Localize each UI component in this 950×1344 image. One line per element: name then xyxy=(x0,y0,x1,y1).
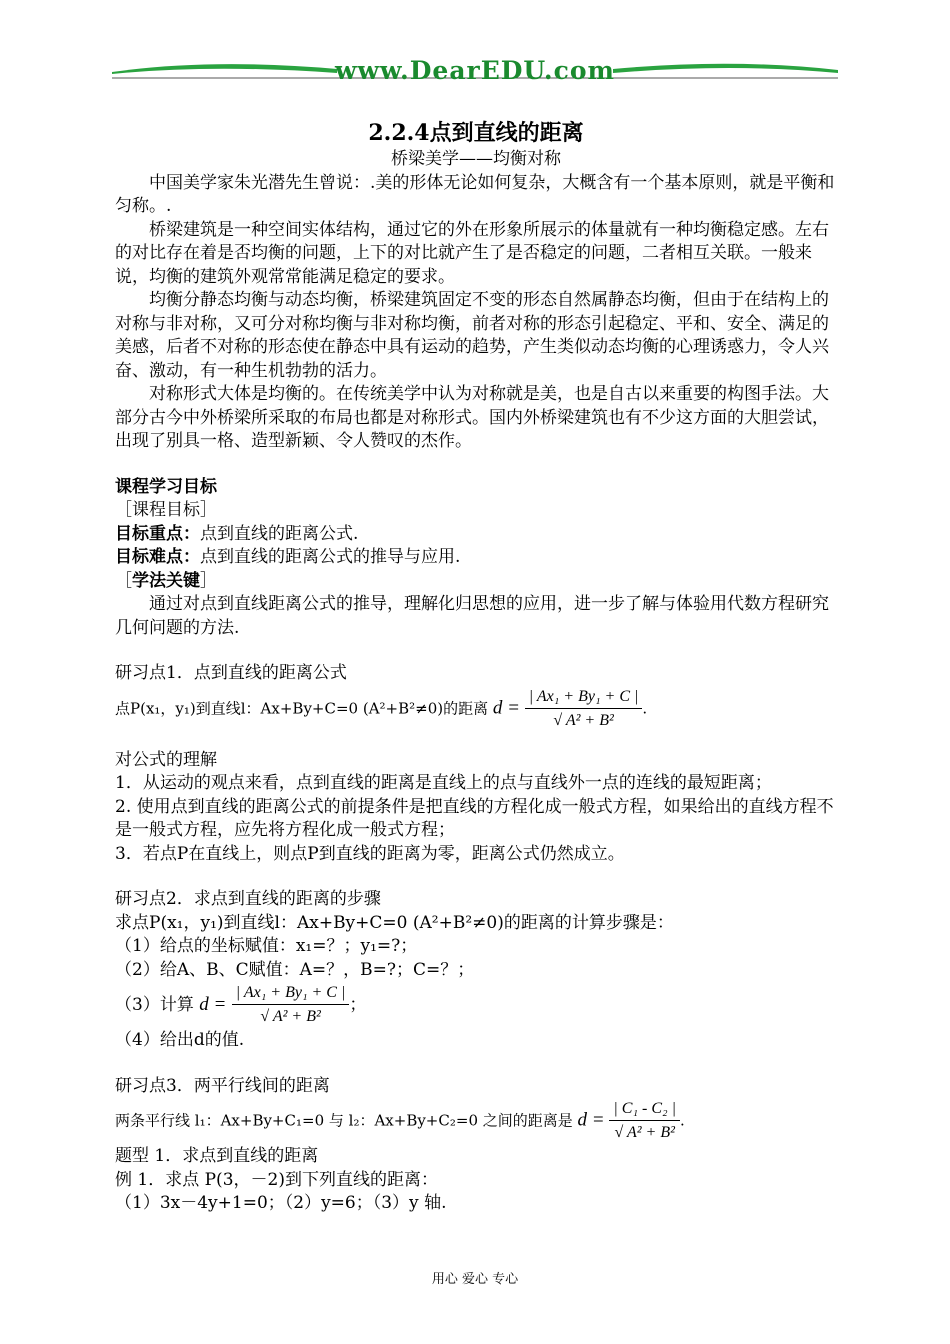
document-body xyxy=(115,118,837,1216)
intro-paragraph: 桥梁建筑是一种空间实体结构，通过它的外在形象所展示的体量就有一种均衡稳定感。左右的对比存在着是否均衡的问题，上下的对比就产生了是否稳定的问题，二者相互关联。一般来说，均衡的建筑外观常常能满足稳定的要求。 xyxy=(115,219,829,287)
study2-step: （2）给A、B、C赋值：A=？，B=?；C=？； xyxy=(115,959,475,980)
understanding-heading: 对公式的理解 xyxy=(115,749,217,770)
study1-numerator: | Ax₁ + By₁ + C | xyxy=(525,686,643,709)
study3-fraction: $\frac{\text{| C₁ - C₂ |}}{\text{√ A² + B²}}$ xyxy=(609,1098,680,1145)
method-text: 通过对点到直线距离公式的推导，理解化归思想的应用，进一步了解与体验用代数方程研究几何问题的方法. xyxy=(115,594,829,638)
page-footer: 用心 爱心 专心 xyxy=(431,1272,519,1287)
type1-parts: （1）3x－4y+1=0；（2）y=6；（3）y 轴. xyxy=(115,1193,447,1213)
study3-heading: 研习点3．两平行线间的距离 xyxy=(115,1075,330,1096)
understanding-item: 1．从运动的观点来看，点到直线的距离是直线上的点与直线外一点的连线的最短距离； xyxy=(115,773,772,793)
goal-key-label: 目标重点： xyxy=(115,523,200,544)
goals-heading: 课程学习目标 xyxy=(115,476,217,497)
study2-step3: （3）计算 d = $\frac{\text{| Ax₁ + By₁ + C |}}{\text{√ A² + B²}}$ ； xyxy=(115,982,837,1029)
page-subtitle: 桥梁美学——均衡对称 xyxy=(391,149,561,169)
study1-formula: 点P(x₁，y₁)到直线l：Ax+By+C=0 (A²+B²≠0)的距离 d = $\frac{\text{| Ax₁ + By₁ + C |}}{\text{√ A² + B²}}$ . xyxy=(115,686,837,733)
study2-step: （4）给出d的值. xyxy=(115,1030,245,1050)
study1-d-eq: d = xyxy=(492,697,520,718)
goals-subheading: ［课程目标］ xyxy=(115,500,217,520)
study1-fraction xyxy=(525,686,643,733)
goal-hard xyxy=(115,546,837,570)
study2-step: （1）给点的坐标赋值：x₁=？；y₁=?； xyxy=(115,936,418,956)
study2-heading: 研习点2．求点到直线的距离的步骤 xyxy=(115,889,381,909)
page-title: 2.2.4点到直线的距离 xyxy=(368,120,584,146)
intro-paragraph: 中国美学家朱光潜先生曾说：.美的形体无论如何复杂，大概含有一个基本原则，就是平衡和匀称。. xyxy=(115,172,835,216)
site-header xyxy=(112,50,838,90)
study2-fraction: $\frac{\text{| Ax₁ + By₁ + C |}}{\text{√ A² + B²}}$ xyxy=(232,982,350,1029)
site-logo-text: www.DearEDU.com xyxy=(334,56,615,85)
goal-hard-label: 目标难点： xyxy=(115,547,200,567)
method-heading: ［学法关键］ xyxy=(115,570,217,591)
study2-intro: 求点P(x₁，y₁)到直线l：Ax+By+C=0 (A²+B²≠0)的距离的计算步骤是： xyxy=(115,912,674,933)
intro-paragraph: 均衡分静态均衡与动态均衡，桥梁建筑固定不变的形态自然属静态均衡，但由于在结构上的对称与非对称，又可分对称均衡与非对称均衡，前者对称的形态引起稳定、平和、安全、满足的美感，后者不对称的形态使在静态中具有运动的趋势，产生类似动态均衡的心理诱惑力，令人兴奋、激动，有一种生机勃勃的活力。 xyxy=(115,290,829,381)
understanding-item: 3．若点P在直线上，则点P到直线的距离为零，距离公式仍然成立。 xyxy=(115,843,625,864)
study1-denominator: √ A² + B² xyxy=(553,711,614,729)
type1-example: 例 1．求点 P(3，－2)到下列直线的距离： xyxy=(115,1169,438,1190)
intro-paragraph: 对称形式大体是均衡的。在传统美学中认为对称就是美，也是自古以来重要的构图手法。大部分古今中外桥梁所采取的布局也都是对称形式。国内外桥梁建筑也有不少这方面的大胆尝试，出现了别具一格、造型新颖、令人赞叹的杰作。 xyxy=(115,384,829,451)
study3-formula: 两条平行线 l₁：Ax+By+C₁=0 与 l₂：Ax+By+C₂=0 之间的距离是 d = $\frac{\text{| C₁ - C₂ |}}{\text{√ A² + B²}}$ . xyxy=(115,1098,837,1145)
goal-key xyxy=(115,523,837,547)
understanding-item: 2. 使用点到直线的距离公式的前提条件是把直线的方程化成一般式方程，如果给出的直线方程不是一般式方程，应先将方程化成一般式方程； xyxy=(115,796,834,840)
goal-key-text: 点到直线的距离公式. xyxy=(200,523,359,544)
study1-heading: 研习点1．点到直线的距离公式 xyxy=(115,663,347,683)
study1-formula-prefix: 点P(x₁，y₁)到直线l：Ax+By+C=0 (A²+B²≠0)的距离 xyxy=(115,699,489,717)
type1-heading: 题型 1．求点到直线的距离 xyxy=(115,1146,319,1166)
goal-hard-text: 点到直线的距离公式的推导与应用. xyxy=(200,547,461,567)
